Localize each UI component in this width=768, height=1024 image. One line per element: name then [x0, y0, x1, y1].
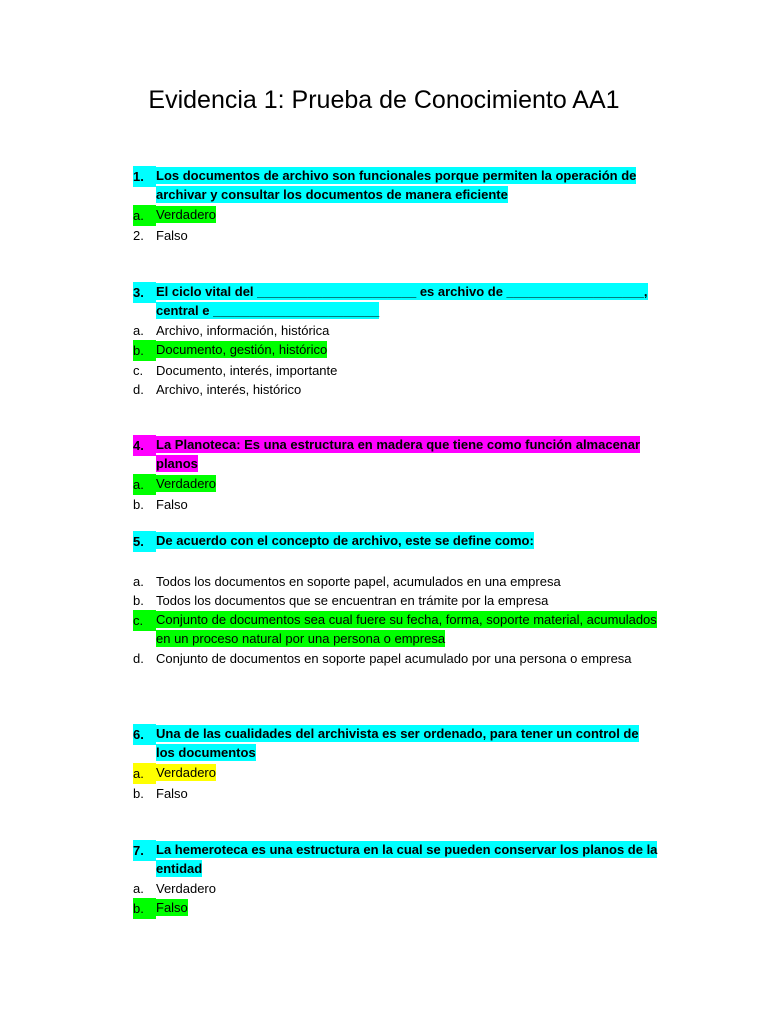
option-5a [133, 572, 658, 591]
page-title: Evidencia 1: Prueba de Conocimiento AA1 [148, 86, 620, 114]
option-6b [133, 784, 658, 803]
question-4 [133, 435, 658, 514]
option-marker: a. [133, 880, 144, 896]
question-1-prompt [133, 166, 658, 205]
option-3d [133, 380, 658, 399]
option-marker: d. [133, 650, 144, 666]
question-3 [133, 282, 658, 400]
question-7-prompt [133, 840, 658, 879]
option-text: Todos los documentos en soporte papel, acumulados en una empresa [156, 573, 561, 589]
question-text: Una de las cualidades del archivista es ser ordenado, para tener un control de los documentos [156, 726, 639, 761]
question-6 [133, 724, 658, 803]
option-7a [133, 879, 658, 898]
option-text: Falso [156, 227, 188, 243]
question-text: El ciclo vital del ______________________ es archivo de ___________________, central e _______________________ [156, 284, 648, 319]
question-text: La Planoteca: Es una estructura en madera que tiene como función almacenar planos [156, 437, 641, 472]
question-number: 6. [133, 724, 156, 745]
option-5d [133, 649, 658, 668]
question-text: De acuerdo con el concepto de archivo, este se define como: [156, 533, 534, 548]
question-number: 5. [133, 531, 156, 552]
option-marker: a. [133, 474, 156, 495]
question-number: 1. [133, 166, 156, 187]
question-number: 3. [133, 282, 156, 303]
option-text: Falso [156, 496, 188, 512]
option-marker: 2. [133, 227, 144, 243]
option-marker: b. [133, 898, 156, 919]
option-text: Documento, gestión, histórico [156, 341, 328, 357]
option-marker: d. [133, 382, 144, 398]
option-marker: b. [133, 592, 144, 608]
option-marker: b. [133, 785, 144, 801]
option-marker: b. [133, 496, 144, 512]
question-4-prompt [133, 435, 658, 474]
question-3-prompt [133, 282, 658, 321]
option-marker: a. [133, 763, 156, 784]
option-1a [133, 205, 658, 226]
option-3b [133, 340, 658, 361]
option-marker: a. [133, 573, 144, 589]
option-text: Verdadero [156, 475, 216, 491]
option-1b [133, 226, 658, 245]
option-marker: a. [133, 322, 144, 338]
option-text: Conjunto de documentos sea cual fuere su fecha, forma, soporte material, acumulados en un proceso natural por una persona o empresa [156, 612, 657, 647]
option-text: Archivo, información, histórica [156, 322, 330, 338]
option-marker: a. [133, 205, 156, 226]
question-5-prompt [133, 531, 658, 552]
option-marker: c. [133, 363, 144, 379]
option-marker: c. [133, 610, 156, 631]
option-text: Verdadero [156, 764, 216, 780]
question-5 [133, 531, 658, 668]
question-6-prompt [133, 724, 658, 763]
option-text: Archivo, interés, histórico [156, 382, 302, 398]
option-6a [133, 763, 658, 784]
option-text: Documento, interés, importante [156, 363, 338, 379]
option-text: Falso [156, 899, 188, 915]
option-text: Conjunto de documentos en soporte papel acumulado por una persona o empresa [156, 650, 632, 666]
option-4a [133, 474, 658, 495]
option-marker: b. [133, 340, 156, 361]
option-text: Todos los documentos que se encuentran en trámite por la empresa [156, 592, 549, 608]
option-5c [133, 610, 658, 649]
question-text: Los documentos de archivo son funcionales porque permiten la operación de archivar y consultar los documentos de manera eficiente [156, 168, 637, 203]
question-1 [133, 166, 658, 245]
option-text: Falso [156, 785, 188, 801]
option-3a [133, 321, 658, 340]
option-5b [133, 591, 658, 610]
question-number: 4. [133, 435, 156, 456]
question-text: La hemeroteca es una estructura en la cual se pueden conservar los planos de la entidad [156, 842, 658, 877]
option-3c [133, 361, 658, 380]
question-number: 7. [133, 840, 156, 861]
option-text: Verdadero [156, 880, 216, 896]
question-7 [133, 840, 658, 919]
option-text: Verdadero [156, 206, 216, 222]
option-7b [133, 898, 658, 919]
option-4b [133, 495, 658, 514]
